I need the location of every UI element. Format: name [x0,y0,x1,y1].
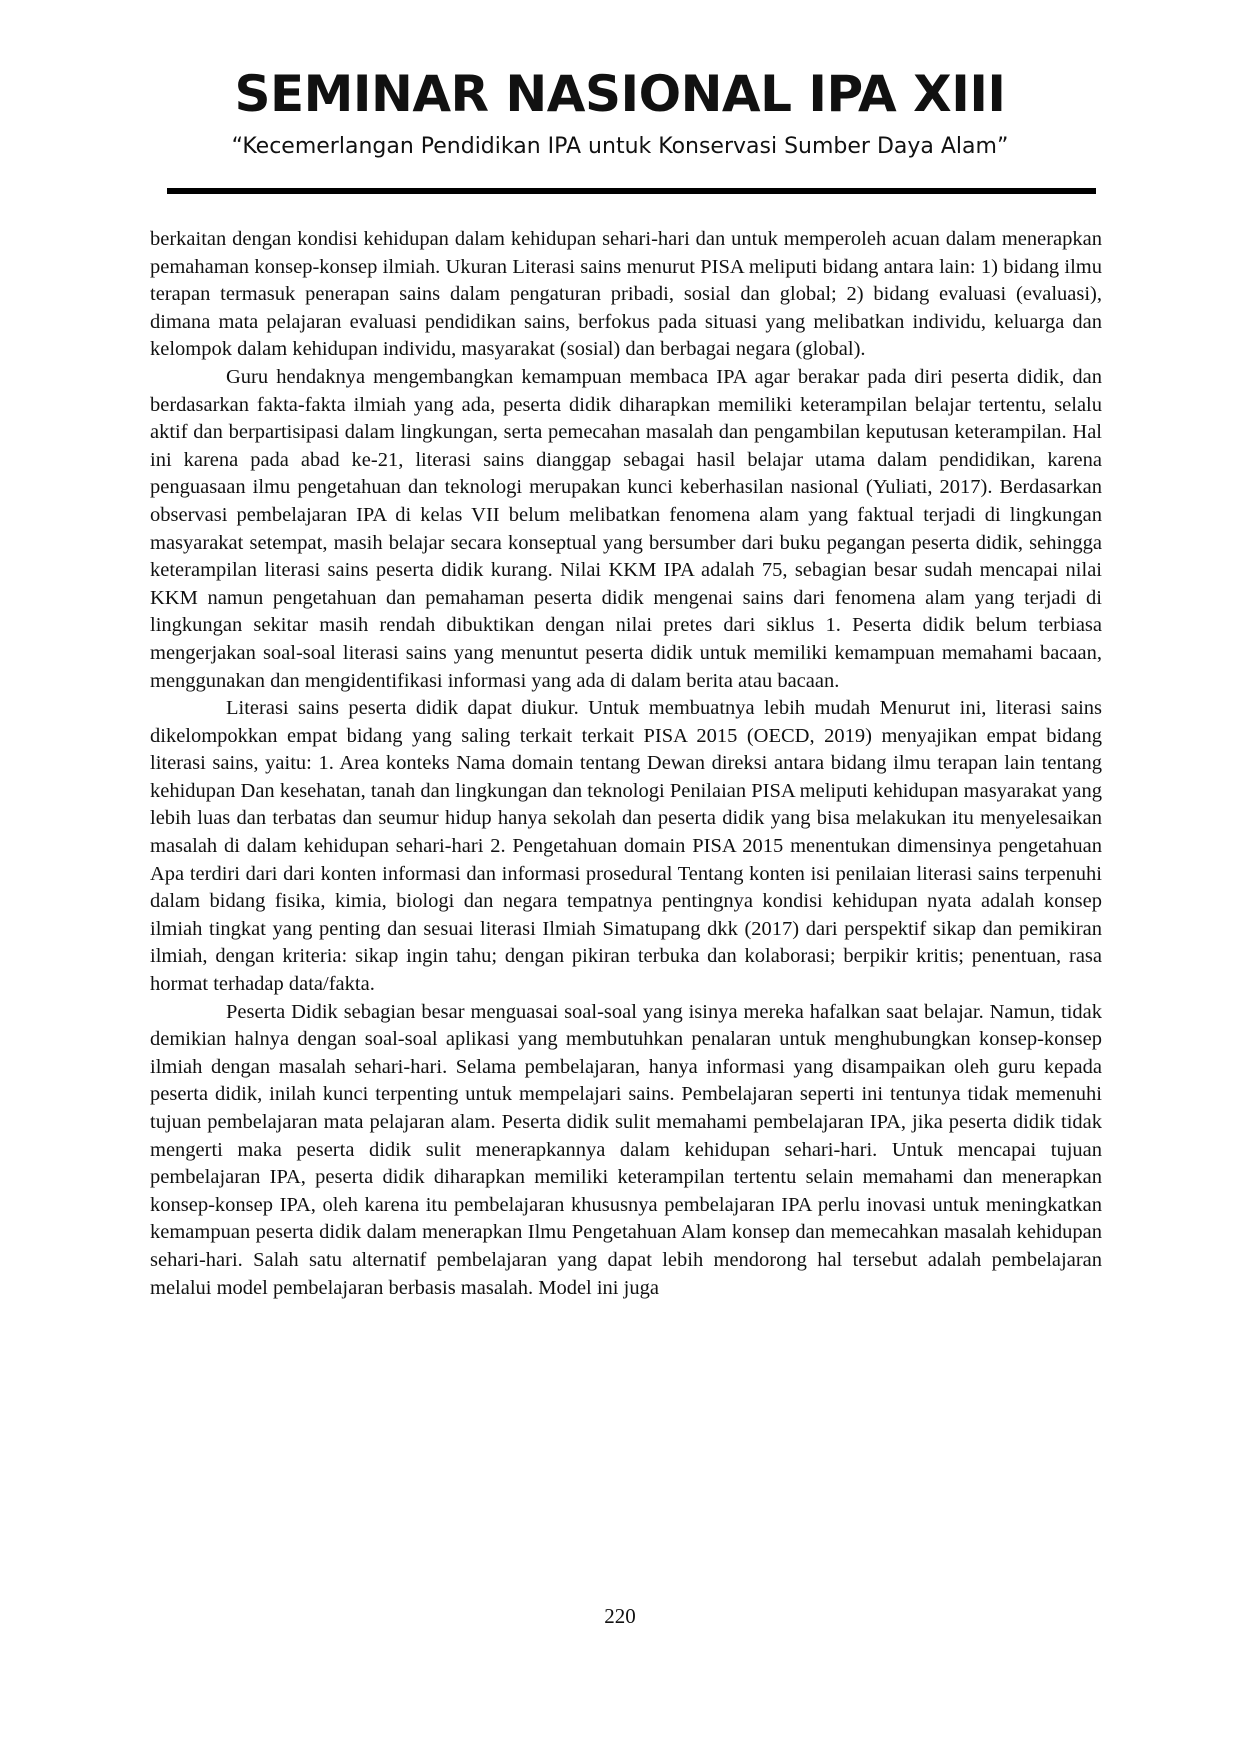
paragraph-1: berkaitan dengan kondisi kehidupan dalam kehidupan sehari-hari dan untuk memperoleh acuan dalam menerapkan pemahaman konsep-konsep ilmiah. Ukuran Literasi sains menurut PISA meliputi bidang antara lain: 1) bidang ilmu terapan termasuk penerapan sains dalam pengaturan pribadi, sosial dan global; 2) bidang evaluasi (evaluasi), dimana mata pelajaran evaluasi pendidikan sains, berfokus pada situasi yang melibatkan individu, keluarga dan kelompok dalam kehidupan individu, masyarakat (sosial) dan berbagai negara (global). [150,228,1102,361]
seminar-theme: “Kecemerlangan Pendidikan IPA untuk Konservasi Sumber Daya Alam” [231,134,1009,159]
page-header [0,62,1240,162]
paragraph-3: Literasi sains peserta didik dapat diukur. Untuk membuatnya lebih mudah Menurut ini, literasi sains dikelompokkan empat bidang yang saling terkait terkait PISA 2015 (OECD, 2019) menyajikan empat bidang literasi sains, yaitu: 1. Area konteks Nama domain tentang Dewan direksi antara bidang ilmu terapan lain tentang kehidupan Dan kesehatan, tanah dan lingkungan dan teknologi Penilaian PISA meliputi kehidupan masyarakat yang lebih luas dan terbatas dan seumur hidup hanya sekolah dan peserta didik yang bisa melakukan itu menyelesaikan masalah di dalam kehidupan sehari-hari 2. Pengetahuan domain PISA 2015 menentukan dimensinya pengetahuan Apa terdiri dari dari konten informasi dan informasi prosedural Tentang konten isi penilaian literasi sains terpenuhi dalam bidang fisika, kimia, biologi dan negara tempatnya pentingnya kondisi kehidupan nyata adalah konsep ilmiah tingkat yang penting dan sesuai literasi Ilmiah Simatupang dkk (2017) dari perspektif sikap dan pemikiran ilmiah, dengan kriteria: sikap ingin tahu; dengan pikiran terbuka dan kolaborasi; berpikir kritis; penentuan, rasa hormat terhadap data/fakta. [150,697,1102,996]
paragraph-4: Peserta Didik sebagian besar menguasai soal-soal yang isinya mereka hafalkan saat belajar. Namun, tidak demikian halnya dengan soal-soal aplikasi yang membutuhkan penalaran untuk menghubungkan konsep-konsep ilmiah dengan masalah sehari-hari. Selama pembelajaran, hanya informasi yang disampaikan oleh guru kepada peserta didik, inilah kunci terpenting untuk mempelajari sains. Pembelajaran seperti ini tentunya tidak memenuhi tujuan pembelajaran mata pelajaran alam. Peserta didik sulit memahami pembelajaran IPA, jika peserta didik tidak mengerti maka peserta didik sulit menerapkannya dalam kehidupan sehari-hari. Untuk mencapai tujuan pembelajaran IPA, peserta didik diharapkan memiliki keterampilan tertentu selain memahami dan menerapkan konsep-konsep IPA, oleh karena itu pembelajaran khususnya pembelajaran IPA perlu inovasi untuk meningkatkan kemampuan peserta didik dalam menerapkan Ilmu Pengetahuan Alam konsep dan memecahkan masalah kehidupan sehari-hari. Salah satu alternatif pembelajaran yang dapat lebih mendorong hal tersebut adalah pembelajaran melalui model pembelajaran berbasis masalah. Model ini juga [150,1000,1102,1299]
page-number: 220 [604,1604,636,1628]
seminar-title: SEMINAR NASIONAL IPA XIII [234,65,1006,123]
paragraph-2: Guru hendaknya mengembangkan kemampuan membaca IPA agar berakar pada diri peserta didik, dan berdasarkan fakta-fakta ilmiah yang ada, peserta didik diharapkan memiliki keterampilan belajar tertentu, selalu aktif dan berpartisipasi dalam lingkungan, serta pemecahan masalah dan pengambilan keputusan keterampilan. Hal ini karena pada abad ke-21, literasi sains dianggap sebagai hasil belajar utama dalam pendidikan, karena penguasaan ilmu pengetahuan dan teknologi merupakan kunci keberhasilan nasional (Yuliati, 2017). Berdasarkan observasi pembelajaran IPA di kelas VII belum melibatkan fenomena alam yang faktual terjadi di lingkungan masyarakat setempat, masih belajar secara konseptual yang bersumber dari buku pegangan peserta didik, sehingga keterampilan literasi sains peserta didik kurang. Nilai KKM IPA adalah 75, sebagian besar sudah mencapai nilai KKM namun pengetahuan dan pemahaman peserta didik mengenai sains dari fenomena alam yang terjadi di lingkungan sekitar masih rendah dibuktikan dengan nilai pretes dari siklus 1. Peserta didik belum terbiasa mengerjakan soal-soal literasi sains yang menuntut peserta didik untuk memiliki kemampuan memahami bacaan, menggunakan dan mengidentifikasi informasi yang ada di dalam berita atau bacaan. [150,365,1102,692]
body-text [150,226,1102,1302]
header-divider [167,188,1096,194]
